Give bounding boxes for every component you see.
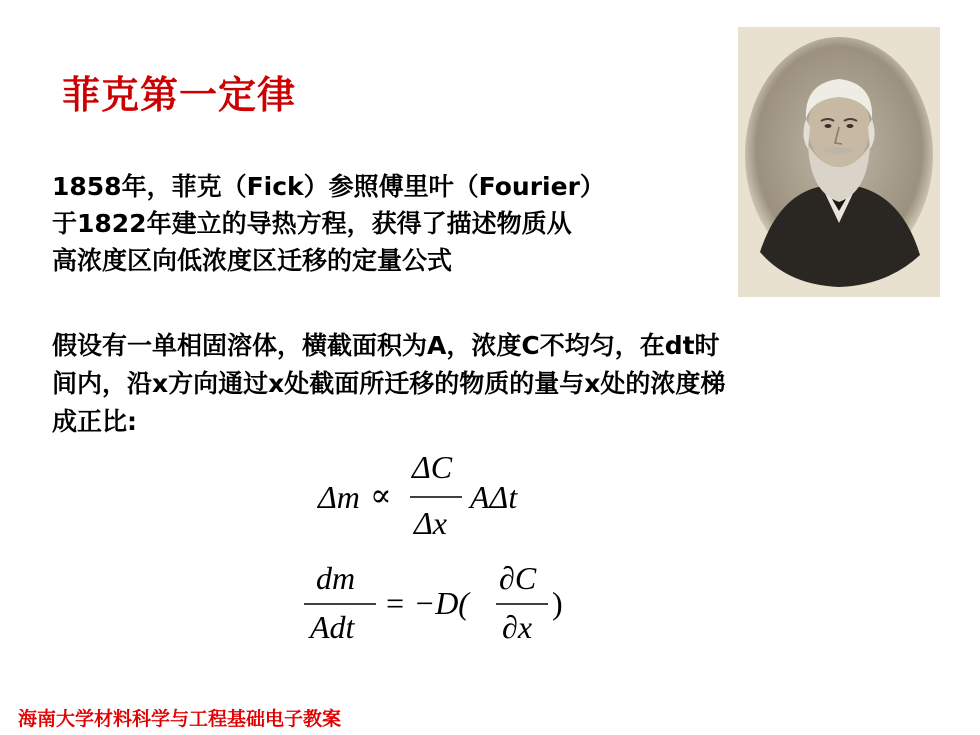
formula2-close: ) bbox=[552, 585, 563, 621]
assumption-line: 间内，沿x方向通过x处截面所迁移的物质的量与x处的浓度梯 bbox=[52, 369, 726, 398]
page-title: 菲克第一定律 bbox=[62, 73, 297, 117]
intro-line: 1858年，菲克（Fick）参照傅里叶（Fourier） bbox=[52, 172, 605, 201]
formula2-lhs-denominator: Adt bbox=[310, 609, 355, 645]
formula2-denominator: ∂x bbox=[502, 609, 533, 645]
intro-line: 于1822年建立的导热方程，获得了描述物质从 bbox=[52, 209, 572, 238]
formula1-rhs: AΔt bbox=[470, 479, 518, 515]
formula-proportionality bbox=[316, 449, 518, 541]
formula-fick-law bbox=[304, 560, 563, 645]
formula1-denominator: Δx bbox=[414, 505, 447, 541]
formula1-numerator: ΔC bbox=[412, 449, 453, 485]
footer-caption: 海南大学材料科学与工程基础电子教案 bbox=[18, 708, 342, 730]
formula1-relation: ∝ bbox=[370, 477, 392, 513]
formula2-relation: = −D( bbox=[384, 585, 469, 621]
assumption-line: 假设有一单相固溶体，横截面积为A，浓度C不均匀，在dt时 bbox=[52, 331, 720, 360]
formula1-lhs: Δm bbox=[318, 479, 360, 515]
intro-line: 高浓度区向低浓度区迁移的定量公式 bbox=[52, 246, 453, 275]
formula2-lhs-numerator: dm bbox=[316, 560, 356, 596]
assumption-line: 成正比: bbox=[52, 407, 137, 436]
formula2-numerator: ∂C bbox=[499, 560, 537, 596]
